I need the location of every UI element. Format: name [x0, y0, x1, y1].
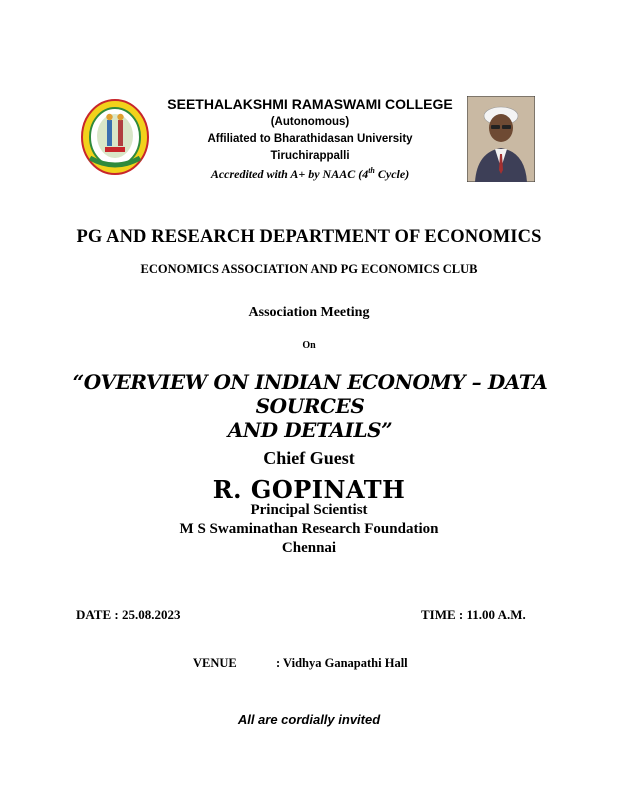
founder-portrait-icon: [467, 96, 535, 182]
event-on-label: On: [302, 340, 316, 351]
association-title: ECONOMICS ASSOCIATION AND PG ECONOMICS CLUB: [140, 262, 478, 276]
event-type: Association Meeting: [248, 305, 370, 320]
event-date: DATE : 25.08.2023: [76, 607, 181, 622]
college-affiliation: Affiliated to Bharathidasan University: [207, 133, 413, 145]
event-topic-line-2: AND DETAILS”: [227, 418, 393, 442]
venue-value: : Vidhya Ganapathi Hall: [276, 656, 408, 670]
chief-guest-organization: M S Swaminathan Research Foundation: [179, 521, 439, 537]
event-time: TIME : 11.00 A.M.: [421, 607, 526, 622]
venue-label: VENUE: [193, 656, 237, 670]
college-accreditation: [150, 166, 470, 182]
invitation-text: All are cordially invited: [237, 712, 381, 727]
accreditation-prefix: Accredited with A+ by NAAC (4: [210, 167, 369, 181]
event-topic-line-1: “OVERVIEW ON INDIAN ECONOMY – DATA SOURCES: [72, 370, 548, 418]
accreditation-superscript: th: [368, 166, 375, 175]
college-emblem-icon: [80, 98, 150, 176]
chief-guest-designation: Principal Scientist: [250, 502, 368, 518]
college-name: SEETHALAKSHMI RAMASWAMI COLLEGE: [167, 96, 453, 112]
chief-guest-label: Chief Guest: [263, 448, 355, 468]
chief-guest-city: Chennai: [281, 540, 337, 556]
event-topic: [60, 370, 560, 442]
college-status: (Autonomous): [270, 116, 350, 128]
accreditation-suffix: Cycle): [374, 167, 410, 181]
chief-guest-name: R. GOPINATH: [212, 475, 406, 504]
college-city: Tiruchirappalli: [270, 150, 350, 162]
department-title: PG AND RESEARCH DEPARTMENT OF ECONOMICS: [76, 227, 542, 247]
